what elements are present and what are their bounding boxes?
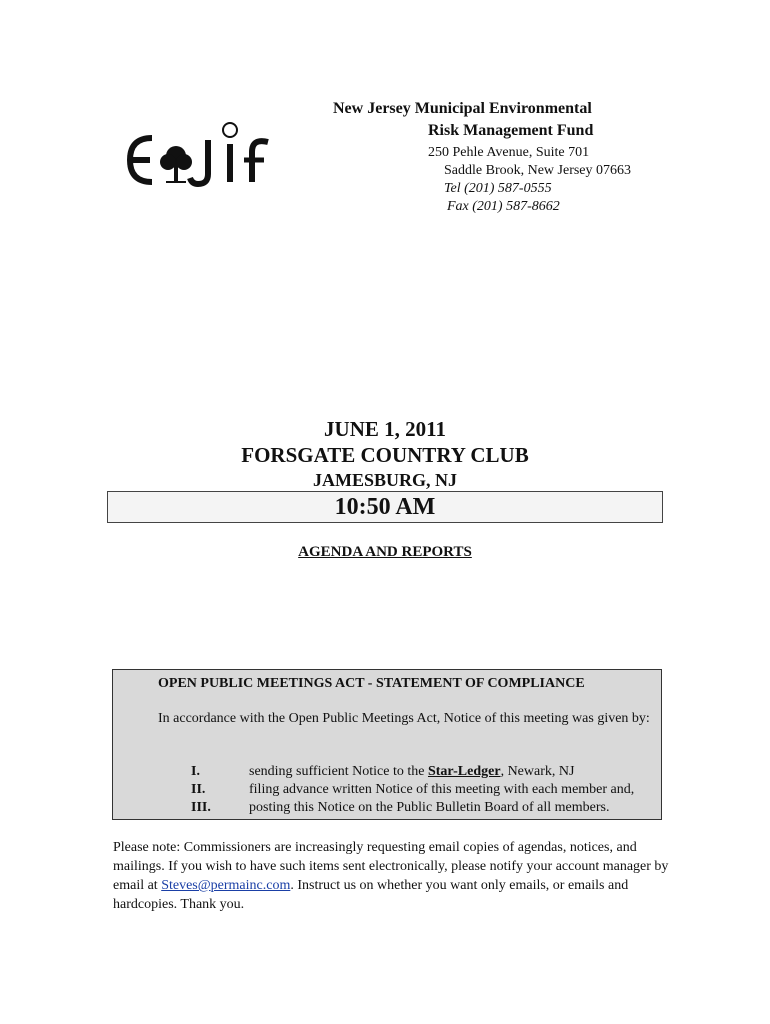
address-city: Saddle Brook, New Jersey 07663 [444, 163, 632, 178]
phone-number: Tel (201) 587-0555 [444, 181, 552, 196]
ejif-logo [124, 120, 274, 188]
item-number: II. [191, 782, 206, 797]
compliance-item: posting this Notice on the Public Bulletin Board of all members. [249, 800, 610, 815]
meeting-time: 10:50 AM [107, 491, 663, 523]
item-number: I. [191, 764, 200, 779]
address-street: 250 Pehle Avenue, Suite 701 [428, 145, 590, 160]
newspaper-name: Star-Ledger [427, 764, 501, 779]
item-text: sending sufficient Notice to the [249, 764, 428, 779]
email-note [113, 838, 673, 914]
compliance-item [249, 764, 574, 780]
note-text: Please note: Commissioners are increasingly requesting email copies of agendas, notices, and mailings. If you wish to have such items sent electronically, please notify your account manager by email at [113, 840, 669, 893]
agenda-title: AGENDA AND REPORTS [298, 544, 472, 560]
email-link[interactable]: Steves@permainc.com [161, 878, 291, 893]
fax-number: Fax (201) 587-8662 [447, 199, 560, 214]
note-text: . Instruct us on whether you want only emails, or emails and hardcopies. Thank you. [113, 878, 629, 912]
item-text: , Newark, NJ [500, 764, 575, 779]
compliance-intro: In accordance with the Open Public Meetings Act, Notice of this meeting was given by: [158, 711, 650, 726]
org-name-line1: New Jersey Municipal Environmental [333, 100, 592, 117]
meeting-city: JAMESBURG, NJ [312, 470, 457, 490]
compliance-item: filing advance written Notice of this meeting with each member and, [249, 782, 635, 797]
meeting-date: JUNE 1, 2011 [324, 417, 446, 441]
item-number: III. [191, 800, 211, 815]
meeting-venue: FORSGATE COUNTRY CLUB [241, 443, 529, 467]
compliance-title: OPEN PUBLIC MEETINGS ACT - STATEMENT OF COMPLIANCE [158, 676, 585, 691]
org-name-line2: Risk Management Fund [428, 122, 594, 139]
